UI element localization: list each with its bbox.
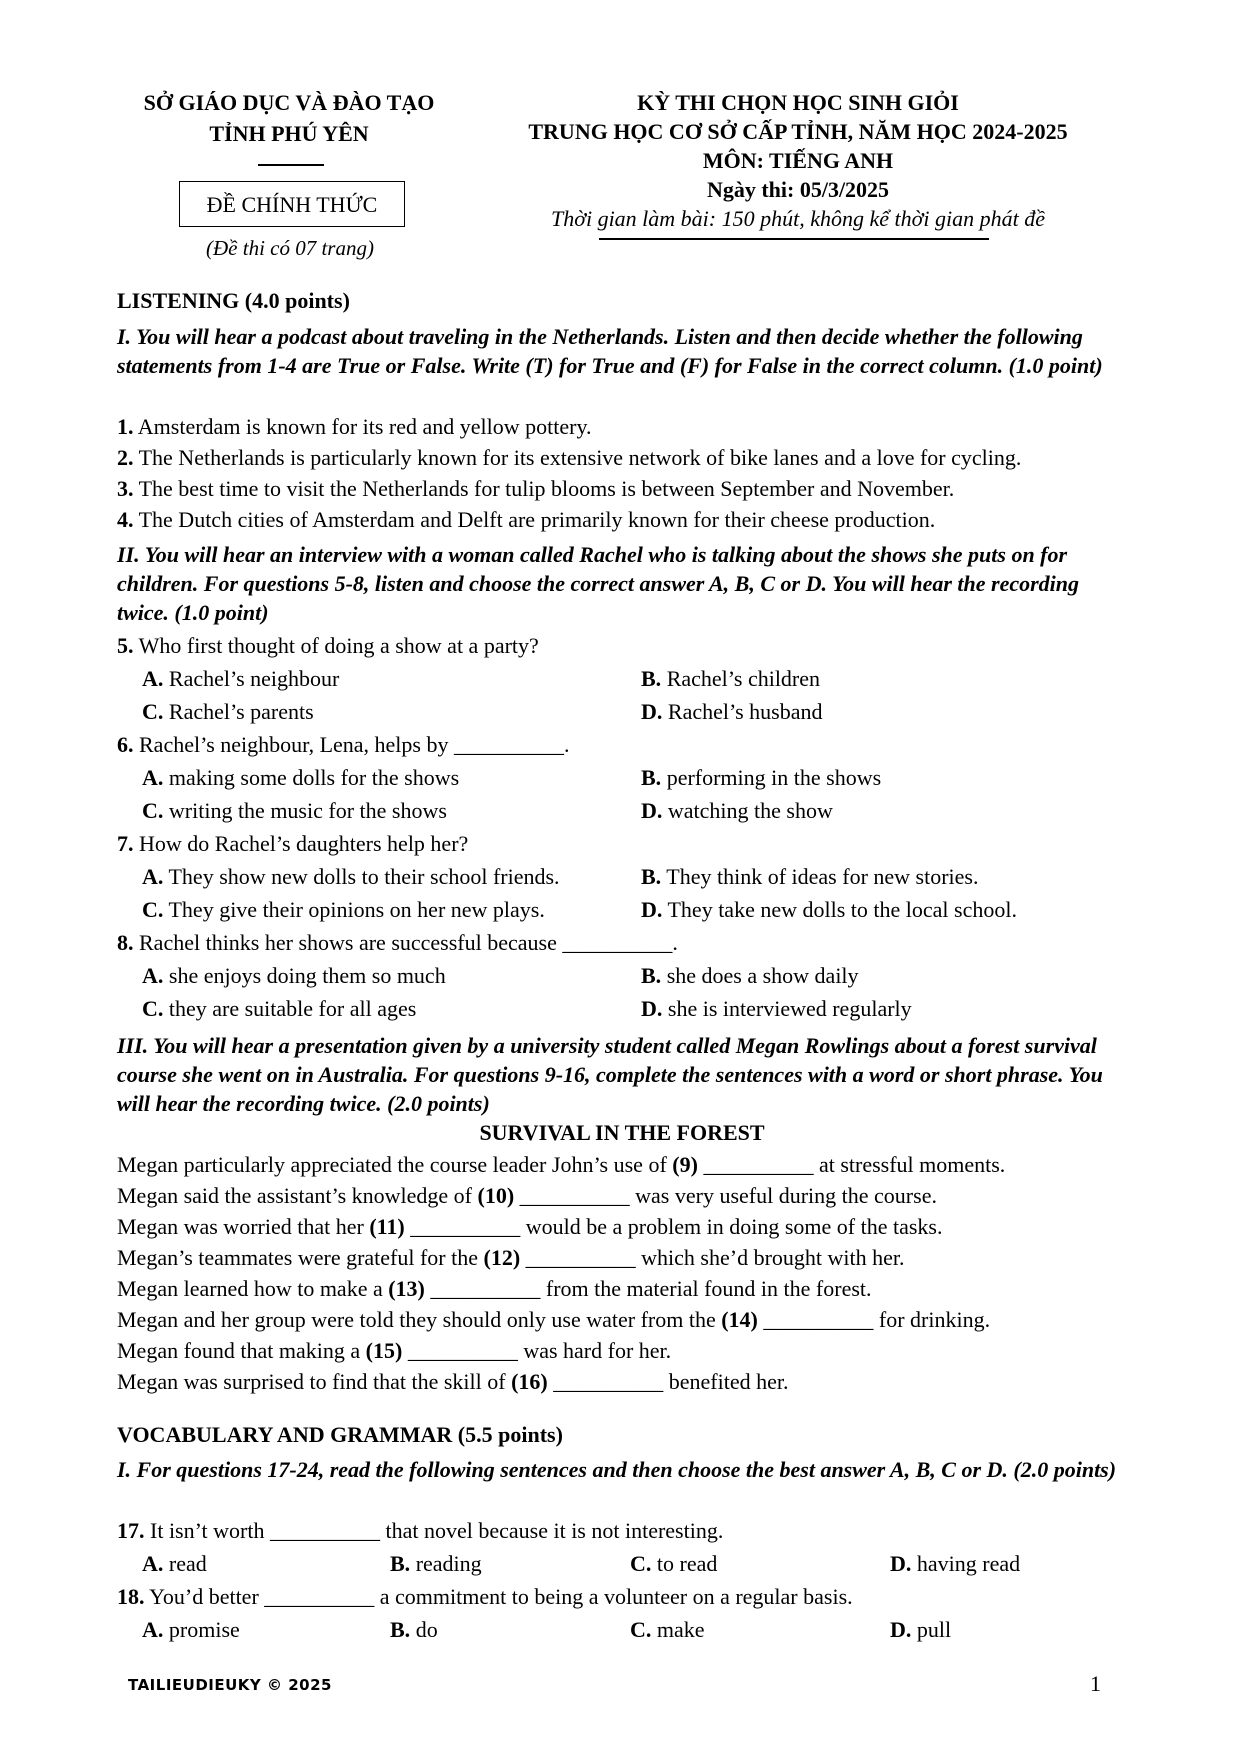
option-b: B. They think of ideas for new stories. <box>641 864 979 889</box>
option-a: A. promise <box>142 1617 240 1642</box>
page-number: 1 <box>1090 1671 1101 1696</box>
gap-sentence: Megan found that making a (15) __________ was hard for her. <box>117 1338 672 1363</box>
option-c: C. to read <box>630 1551 718 1576</box>
option-c: C. Rachel’s parents <box>142 699 314 724</box>
exam-date: Ngày thi: 05/3/2025 <box>706 177 890 202</box>
question-stem <box>117 1516 723 1546</box>
question-text: It isn’t worth __________ that novel because it is not interesting. <box>144 1518 724 1543</box>
passage-title: SURVIVAL IN THE FOREST <box>479 1120 765 1145</box>
gap-sentence: Megan learned how to make a (13) __________ from the material found in the forest. <box>117 1276 872 1301</box>
gap-sentence: Megan was worried that her (11) __________ would be a problem in doing some of the tasks. <box>117 1214 943 1239</box>
option-d: D. pull <box>890 1617 952 1642</box>
item-number: 2. <box>117 445 134 470</box>
department-name: SỞ GIÁO DỤC VÀ ĐÀO TẠO <box>143 90 435 115</box>
option-b: B. she does a show daily <box>641 963 859 988</box>
option-c: C. They give their opinions on her new plays. <box>142 897 545 922</box>
question-stem <box>117 631 539 661</box>
gap-number: (11) <box>369 1214 405 1239</box>
question-number: 18. <box>117 1584 145 1609</box>
list-item <box>117 443 1021 473</box>
option-d: D. watching the show <box>641 798 833 823</box>
vocab-title: VOCABULARY AND GRAMMAR (5.5 points) <box>117 1422 563 1447</box>
item-text: The best time to visit the Netherlands for tulip blooms is between September and November. <box>133 476 955 501</box>
question-stem <box>117 928 678 958</box>
gap-sentence: Megan and her group were told they should only use water from the (14) __________ for drinking. <box>117 1307 991 1332</box>
official-label: ĐỀ CHÍNH THỨC <box>206 192 378 217</box>
listening-part1-instruction: I. You will hear a podcast about traveling in the Netherlands. Listen and then decide whether the following statements from 1-4 are True or False. Write (T) for True and (F) for False in the correct column. (1.0 point) <box>117 324 1103 378</box>
pages-note: (Đề thi có 07 trang) <box>206 236 374 260</box>
listening-part2-instruction: II. You will hear an interview with a woman called Rachel who is talking about the shows she puts on for children. For questions 5-8, listen and choose the correct answer A, B, C or D. You will hear the recording twice. (1.0 point) <box>117 542 1080 625</box>
exam-level: TRUNG HỌC CƠ SỞ CẤP TỈNH, NĂM HỌC 2024-2025 <box>528 119 1068 144</box>
option-a: A. making some dolls for the shows <box>142 765 460 790</box>
question-text: How do Rachel’s daughters help her? <box>133 831 469 856</box>
option-d: D. They take new dolls to the local school. <box>641 897 1017 922</box>
gap-number: (15) <box>365 1338 403 1363</box>
question-text: Rachel’s neighbour, Lena, helps by __________. <box>133 732 570 757</box>
listening-title: LISTENING (4.0 points) <box>117 288 350 313</box>
question-number: 8. <box>117 930 134 955</box>
option-a: A. read <box>142 1551 207 1576</box>
list-item <box>117 412 592 442</box>
gap-sentence: Megan was surprised to find that the skill of (16) __________ benefited her. <box>117 1369 789 1394</box>
gap-number: (13) <box>388 1276 425 1301</box>
question-number: 7. <box>117 831 134 856</box>
question-number: 5. <box>117 633 134 658</box>
gap-sentence: Megan’s teammates were grateful for the (12) __________ which she’d brought with her. <box>117 1245 905 1270</box>
option-b: B. Rachel’s children <box>641 666 821 691</box>
option-b: B. reading <box>390 1551 482 1576</box>
list-item <box>117 505 935 535</box>
header-divider <box>258 164 324 166</box>
item-text: Amsterdam is known for its red and yellow pottery. <box>133 414 592 439</box>
question-stem <box>117 730 569 760</box>
question-text: Who first thought of doing a show at a party? <box>133 633 539 658</box>
gap-number: (9) <box>672 1152 698 1177</box>
question-text: Rachel thinks her shows are successful because __________. <box>133 930 678 955</box>
option-a: A. They show new dolls to their school friends. <box>142 864 560 889</box>
exam-time: Thời gian làm bài: 150 phút, không kể thời gian phát đề <box>550 206 1045 231</box>
gap-sentence: Megan said the assistant’s knowledge of (10) __________ was very useful during the course. <box>117 1183 937 1208</box>
item-text: The Dutch cities of Amsterdam and Delft are primarily known for their cheese production. <box>133 507 936 532</box>
option-d: D. having read <box>890 1551 1021 1576</box>
exam-title: KỲ THI CHỌN HỌC SINH GIỎI <box>637 90 959 115</box>
option-c: C. they are suitable for all ages <box>142 996 417 1021</box>
vocab-part1-instruction: I. For questions 17-24, read the following sentences and then choose the best answer A, B, C or D. (2.0 points) <box>117 1457 1117 1482</box>
footer-brand: TAILIEUDIEUKY © 2025 <box>128 1676 332 1694</box>
option-b: B. performing in the shows <box>641 765 882 790</box>
item-number: 4. <box>117 507 134 532</box>
listening-part3-instruction: III. You will hear a presentation given by a university student called Megan Rowlings about a forest survival course she went on in Australia. For questions 9-16, complete the sentences with a word or short phrase. You will hear the recording twice. (2.0 points) <box>117 1033 1103 1116</box>
option-c: C. writing the music for the shows <box>142 798 447 823</box>
option-d: D. she is interviewed regularly <box>641 996 912 1021</box>
gap-number: (14) <box>721 1307 758 1332</box>
province-name: TỈNH PHÚ YÊN <box>209 121 369 146</box>
option-a: A. Rachel’s neighbour <box>142 666 340 691</box>
option-b: B. do <box>390 1617 438 1642</box>
gap-number: (16) <box>511 1369 548 1394</box>
gap-sentence: Megan particularly appreciated the course leader John’s use of (9) __________ at stressful moments. <box>117 1152 1006 1177</box>
list-item <box>117 474 954 504</box>
option-d: D. Rachel’s husband <box>641 699 823 724</box>
exam-subject: MÔN: TIẾNG ANH <box>702 148 894 173</box>
item-number: 3. <box>117 476 134 501</box>
item-text: The Netherlands is particularly known for its extensive network of bike lanes and a love for cycling. <box>133 445 1022 470</box>
question-number: 17. <box>117 1518 145 1543</box>
gap-number: (10) <box>477 1183 515 1208</box>
option-c: C. make <box>630 1617 705 1642</box>
question-number: 6. <box>117 732 134 757</box>
gap-number: (12) <box>483 1245 521 1270</box>
option-a: A. she enjoys doing them so much <box>142 963 446 988</box>
exam-divider <box>599 238 989 240</box>
question-stem <box>117 1582 853 1612</box>
question-text: You’d better __________ a commitment to being a volunteer on a regular basis. <box>144 1584 853 1609</box>
question-stem <box>117 829 468 859</box>
item-number: 1. <box>117 414 134 439</box>
